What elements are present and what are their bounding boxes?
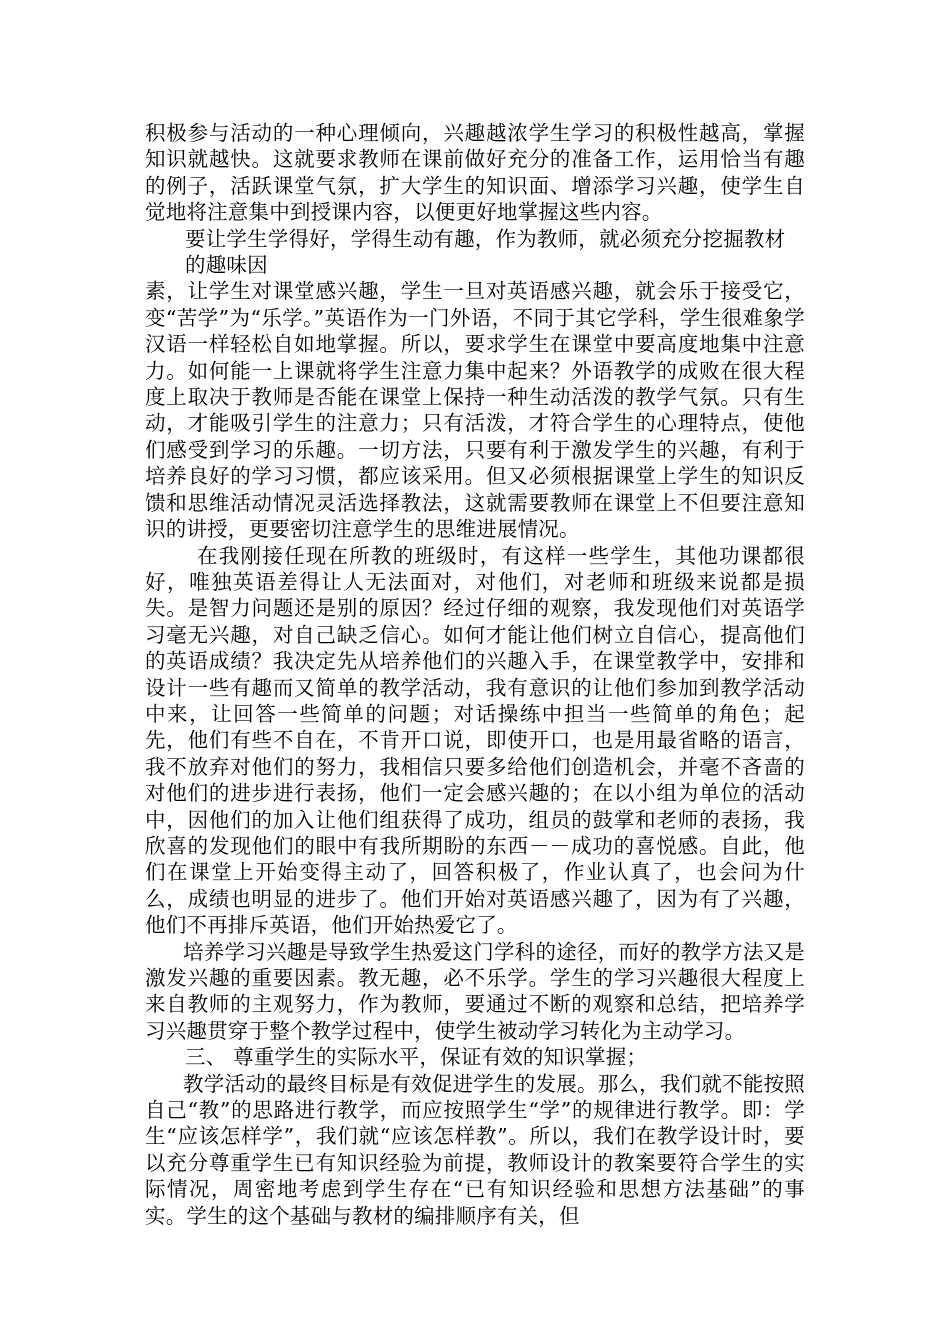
section-heading-three: 三、 尊重学生的实际水平，保证有效的知识掌握；: [185, 1045, 648, 1070]
paragraph-classroom-interest: 素，让学生对课堂感兴趣，学生一旦对英语感兴趣，就会乐于接受它，变“苦学”为“乐学。”英语作为一门外语，不同于其它学科，学生很难象学汉语一样轻松自如地掌握。所以，要求学生在课堂中要高度地集中注意力。如何能一上课就将学生注意力集中起来？外语教学的成败在很大程度上取决于教师是否能在课堂上保持一种生动活泼的教学气氛。只有生动，才能吸引学生的注意力；只有活泼，才符合学生的心理特点，使他们感受到学习的乐趣。一切方法，只要有利于激发学生的兴趣，有利于培养良好的学习习惯，都应该采用。但又必须根据课堂上学生的知识反馈和思维活动情况灵活选择教法，这就需要教师在课堂上不但要注意知识的讲授，更要密切注意学生的思维进展情况。: [145, 279, 805, 542]
paragraph-teaching-material-line2: 的趣味因: [185, 253, 268, 278]
paragraph-cultivate-interest: 培养学习兴趣是导致学生热爱这门学科的途径，而好的教学方法又是激发兴趣的重要因素。教无趣，必不乐学。学生的学习兴趣很大程度上来自教师的主观努力，作为教师，要通过不断的观察和总结，把培养学习兴趣贯穿于整个教学过程中，使学生被动学习转化为主动学习。: [145, 939, 805, 1043]
paragraph-class-experience: 在我刚接任现在所教的班级时，有这样一些学生，其他功课都很好，唯独英语差得让人无法面对，对他们，对老师和班级来说都是损失。是智力问题还是别的原因？经过仔细的观察，我发现他们对英语学习毫无兴趣，对自己缺乏信心。如何才能让他们树立自信心，提高他们的英语成绩？我决定先从培养他们的兴趣入手，在课堂教学中，安排和设计一些有趣而又简单的教学活动，我有意识的让他们参加到教学活动中来，让回答一些简单的问题；对话操练中担当一些简单的角色；起先，他们有些不自在，不肯开口说，即使开口，也是用最省略的语言，我不放弃对他们的努力，我相信只要多给他们创造机会，并毫不吝啬的对他们的进步进行表扬，他们一定会感兴趣的；在以小组为单位的活动中，因他们的加入让他们组获得了成功，组员的鼓掌和老师的表扬，我欣喜的发现他们的眼中有我所期盼的东西－－成功的喜悦感。自此，他们在课堂上开始变得主动了，回答积极了，作业认真了，也会问为什么，成绩也明显的进步了。他们开始对英语感兴趣了，因为有了兴趣，他们不再排斥英语，他们开始热爱它了。: [145, 543, 805, 938]
paragraph-teaching-goal: 教学活动的最终目标是有效促进学生的发展。那么，我们就不能按照自己“教”的思路进行教学，而应按照学生“学”的规律进行教学。即：学生“应该怎样学”，我们就“应该怎样教”。所以，我们在教学设计时，要以充分尊重学生已有知识经验为前提，教师设计的教案要符合学生的实际情况，周密地考虑到学生存在“已有知识经验和思想方法基础”的事实。学生的这个基础与教材的编排顺序有关，但: [145, 1071, 805, 1228]
document-page: [145, 120, 805, 1229]
paragraph-teaching-material-line1: 要让学生学得好，学得生动有趣，作为教师，就必须充分挖掘教材: [185, 226, 786, 251]
paragraph-interest-tendency: 积极参与活动的一种心理倾向，兴趣越浓学生学习的积极性越高，掌握知识就越快。这就要求教师在课前做好充分的准备工作，运用恰当有趣的例子，活跃课堂气氛，扩大学生的知识面、增添学习兴趣，使学生自觉地将注意集中到授课内容，以便更好地掌握这些内容。: [145, 121, 805, 225]
